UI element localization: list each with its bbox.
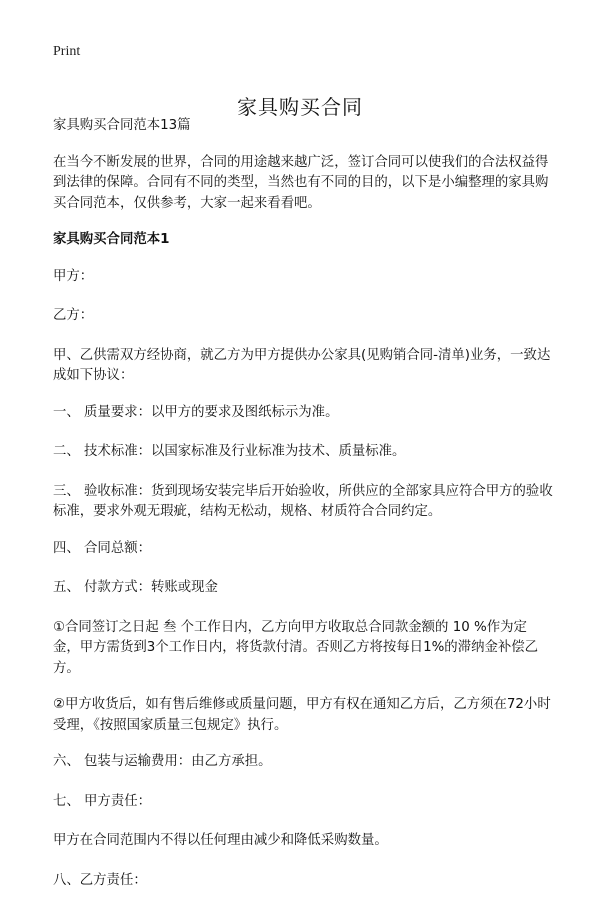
- clause-payment-deposit: ①合同签订之日起 叁 个工作日内，乙方向甲方收取总合同款金额的 10 %作为定金，甲方需货到3个工作日内，将货款付清。否则乙方将按每日1%的滞纳金补偿乙方。: [53, 619, 539, 676]
- clause-acceptance: 三、 验收标准：货到现场安装完毕后开始验收，所供应的全部家具应符合甲方的验收标准，要求外观无瑕疵，结构无松动，规格、材质符合合同约定。: [53, 483, 553, 519]
- paragraph-intro: 在当今不断发展的世界，合同的用途越来越广泛，签订合同可以使我们的合法权益得到法律的保障。合同有不同的类型，当然也有不同的目的，以下是小编整理的家具购买合同范本，仅供参考，大家一起来看看吧。: [53, 154, 549, 211]
- paragraph-agreement: 甲、乙供需双方经协商，就乙方为甲方提供办公家具(见购销合同-清单)业务，一致达成如下协议：: [53, 347, 551, 383]
- clause-total-amount: 四、 合同总额：: [53, 540, 151, 556]
- clause-party-b-duty: 八、乙方责任：: [53, 872, 147, 888]
- clause-technical-standard: 二、 技术标准：以国家标准及行业标准为技术、质量标准。: [53, 444, 406, 459]
- party-a-label: 甲方：: [53, 268, 94, 284]
- paragraph-subtitle: 家具购买合同范本13篇: [53, 118, 191, 133]
- print-link[interactable]: Print: [53, 44, 81, 59]
- clause-after-sales: ②甲方收货后，如有售后维修或质量问题，甲方有权在通知乙方后，乙方须在72小时受理，《按照国家质量三包规定》执行。: [53, 697, 551, 733]
- document-body: [53, 116, 553, 910]
- section-heading: 家具购买合同范本1: [53, 232, 170, 247]
- clause-quality: 一、 质量要求：以甲方的要求及图纸标示为准。: [53, 404, 339, 420]
- party-b-label: 乙方：: [53, 308, 94, 323]
- clause-packaging: 六、 包装与运输费用：由乙方承担。: [53, 754, 272, 769]
- clause-party-a-duty-text: 甲方在合同范围内不得以任何理由减少和降低采购数量。: [53, 833, 388, 848]
- clause-party-a-duty: 七、 甲方责任：: [53, 793, 151, 809]
- document-title: 家具购买合同: [237, 95, 363, 120]
- clause-payment-method: 五、 付款方式：转账或现金: [53, 580, 218, 595]
